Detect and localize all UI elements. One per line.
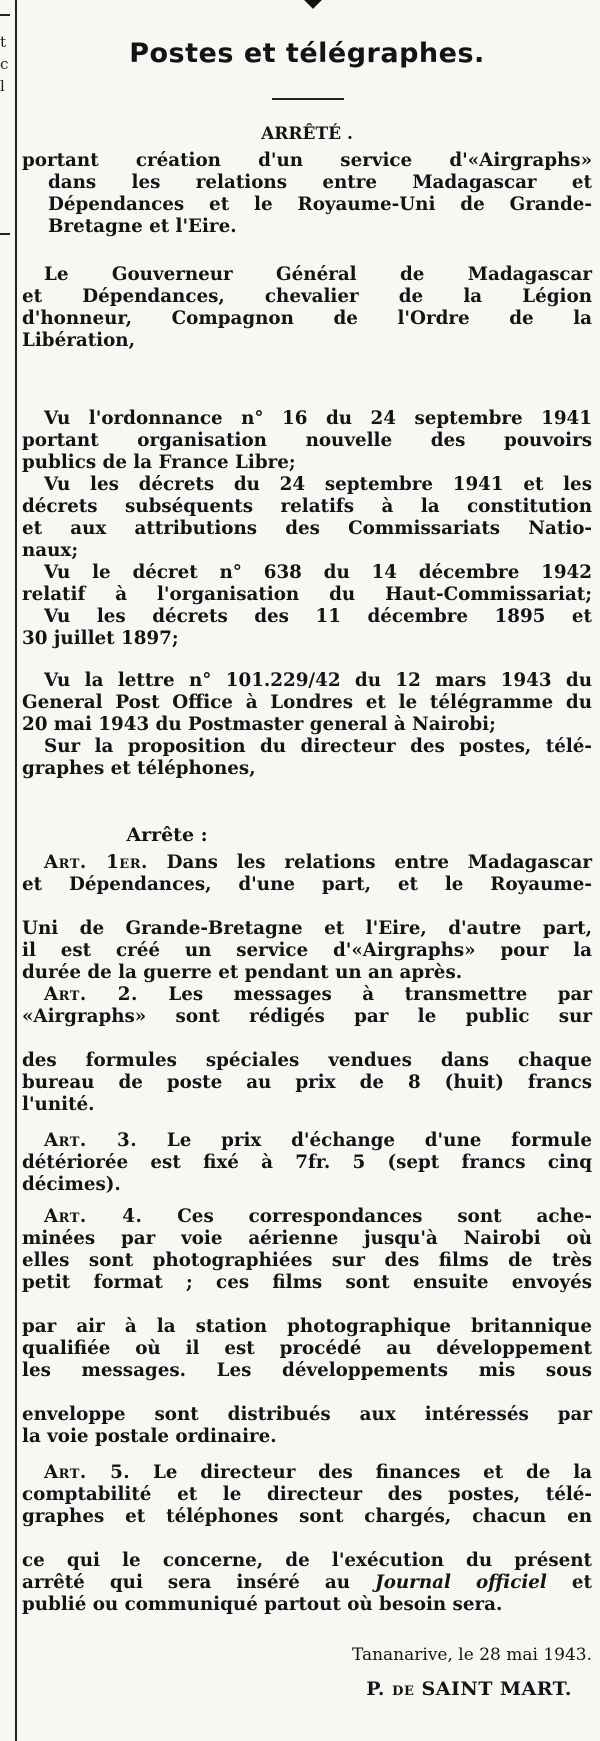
column-rule <box>15 0 17 1741</box>
preamble-line: et Dépendances, chevalier de la Légion <box>22 286 592 307</box>
article-3-line: décimes). <box>22 1174 121 1195</box>
article-2-line: des formules spéciales vendues dans chaque <box>22 1050 592 1071</box>
article-1-line: il est créé un service d'«Airgraphs» pour la <box>22 940 592 961</box>
article-5-line: ce qui le concerne, de l'exécution du présent <box>22 1550 592 1571</box>
article-5-line: graphes et téléphones sont chargés, chacun en <box>22 1506 592 1527</box>
article-2-line: bureau de poste au prix de 8 (huit) francs <box>22 1072 592 1093</box>
decree-subject-line: portant création d'un service d'«Airgraphs» <box>22 150 592 171</box>
article-4-line: par air à la station photographique britannique <box>22 1316 592 1337</box>
article-1-line: et Dépendances, d'une part, et le Royaume- <box>22 874 592 895</box>
journal-officiel-title: Journal officiel <box>375 1572 547 1593</box>
place-and-date: Tananarive, le 28 mai 1943. <box>351 1645 592 1665</box>
article-4-line: Art. 4. Ces correspondances sont ache- <box>44 1206 592 1227</box>
margin-fragment: c <box>0 55 9 73</box>
article-label: Art. 4. <box>44 1206 143 1227</box>
margin-dash <box>0 233 10 235</box>
article-5-line: publié ou communiqué partout où besoin sera. <box>22 1594 503 1615</box>
decree-subject-line: Dépendances et le Royaume-Uni de Grande- <box>48 194 592 215</box>
article-1-line: durée de la guerre et pendant un an après. <box>22 962 463 983</box>
decree-subject-line: dans les relations entre Madagascar et <box>48 172 592 193</box>
article-5-line: Art. 5. Le directeur des finances et de la <box>44 1462 592 1483</box>
article-5-line: arrêté qui sera inséré au Journal officiel et <box>22 1572 592 1593</box>
article-4-line: les messages. Les développements mis sous <box>22 1360 592 1381</box>
visa-line: publics de la France Libre; <box>22 452 296 473</box>
visa-line: Vu la lettre n° 101.229/42 du 12 mars 1943 du <box>44 670 592 691</box>
title-divider <box>272 98 344 100</box>
preamble-line: Le Gouverneur Général de Madagascar <box>44 264 592 285</box>
article-2-line: Art. 2. Les messages à transmettre par <box>44 984 593 1005</box>
header-ornament-icon <box>303 0 323 9</box>
left-margin-adjacent-column <box>0 0 16 1741</box>
visa-line: 30 juillet 1897; <box>22 628 179 649</box>
visa-line: et aux attributions des Commissariats Natio- <box>22 518 592 539</box>
preamble-line: d'honneur, Compagnon de l'Ordre de la <box>22 308 592 329</box>
article-1-line: Uni de Grande-Bretagne et l'Eire, d'autre part, <box>22 918 592 939</box>
decree-subject-line: Bretagne et l'Eire. <box>48 216 237 237</box>
visa-line: portant organisation nouvelle des pouvoirs <box>22 430 592 451</box>
article-5-line: comptabilité et le directeur des postes, télé- <box>22 1484 592 1505</box>
signature: P. de SAINT MART. <box>366 1678 572 1700</box>
article-1-line: Art. 1er. Dans les relations entre Madagascar <box>44 852 592 873</box>
visa-line: General Post Office à Londres et le télégramme du <box>22 692 592 713</box>
article-4-line: la voie postale ordinaire. <box>22 1426 277 1447</box>
article-4-line: minées par voie aérienne jusqu'à Nairobi où <box>22 1228 592 1249</box>
visa-line: naux; <box>22 540 79 561</box>
article-4-line: elles sont photographiées sur des films de très <box>22 1250 592 1271</box>
margin-fragment: l <box>0 77 5 95</box>
article-2-line: «Airgraphs» sont rédigés par le public sur <box>22 1006 592 1027</box>
article-label: Art. 5. <box>44 1462 131 1483</box>
visa-line: relatif à l'organisation du Haut-Commissariat; <box>22 584 592 605</box>
article-3-line: Art. 3. Le prix d'échange d'une formule <box>44 1130 593 1151</box>
decree-heading: ARRÊTÉ . <box>261 124 353 144</box>
visa-line: Sur la proposition du directeur des postes, télé- <box>44 736 592 757</box>
article-4-line: qualifiée où il est procédé au développement <box>22 1338 592 1359</box>
section-title: Postes et télégraphes. <box>129 38 485 69</box>
article-label: Art. 1er. <box>44 852 148 873</box>
margin-fragment: t <box>0 33 7 51</box>
article-3-line: détériorée est fixé à 7fr. 5 (sept francs cinq <box>22 1152 592 1173</box>
visa-line: Vu les décrets du 24 septembre 1941 et les <box>44 474 592 495</box>
visa-line: 20 mai 1943 du Postmaster general à Nairobi; <box>22 714 496 735</box>
visa-line: Vu les décrets des 11 décembre 1895 et <box>44 606 592 627</box>
article-4-line: enveloppe sont distribués aux intéressés par <box>22 1404 592 1425</box>
article-label: Art. 2. <box>44 984 138 1005</box>
article-2-line: l'unité. <box>22 1094 95 1115</box>
arrete-heading: Arrête : <box>126 824 208 846</box>
preamble-line: Libération, <box>22 330 135 351</box>
visa-line: décrets subséquents relatifs à la constitution <box>22 496 592 517</box>
visa-line: Vu l'ordonnance n° 16 du 24 septembre 1941 <box>44 408 592 429</box>
visa-line: graphes et téléphones, <box>22 758 256 779</box>
article-4-line: petit format ; ces films sont ensuite envoyés <box>22 1272 592 1293</box>
visa-line: Vu le décret n° 638 du 14 décembre 1942 <box>44 562 592 583</box>
margin-dash <box>0 14 10 16</box>
article-label: Art. 3. <box>44 1130 138 1151</box>
